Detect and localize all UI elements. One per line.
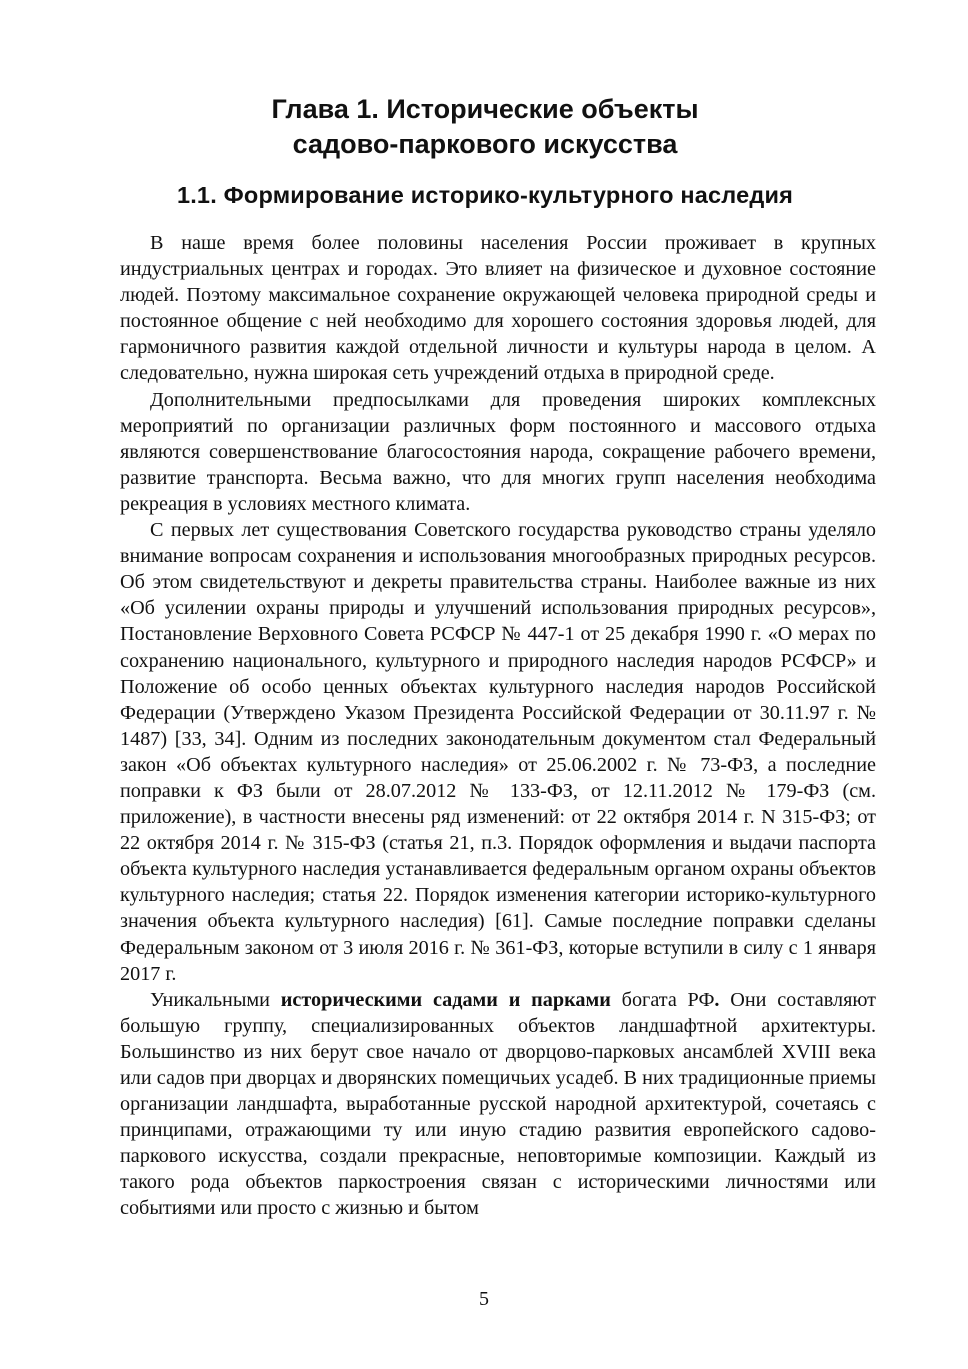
paragraph-4 [120,987,876,1222]
section-title: 1.1. Формирование историко-культурного наследия [176,182,794,208]
page-number: 5 [479,1288,489,1310]
paragraph-3: С первых лет существования Советского государства руководство страны уделяло внимание вопросам сохранения и использования многообразных природных ресурсов. Об этом свидетельствуют и декреты правительства страны. Наиболее важные из них «Об усилении охраны природы и улучшений использования природных ресурсов», Постановление Верховного Совета РСФСР № 447-1 от 25 декабря 1990 г. «О мерах по сохранению национального, культурного и природного наследия народов РСФСР» и Положение об особо ценных объектах культурного наследия народов Российской Федерации (Утверждено Указом Президента Российской Федерации от 30.11.97 г. № 1487) [33, 34]. Одним из последних законодательным документом стал Федеральный закон «Об объектах культурного наследия» от 25.06.2002 г. № 73-ФЗ, а последние поправки к ФЗ были от 28.07.2012 № 133-ФЗ, от 12.11.2012 № 179-ФЗ (см. приложение), в частности внесены ряд изменений: от 22 октября 2014 г. N 315-ФЗ; от 22 октября 2014 г. № 315-ФЗ (статья 21, п.3. Порядок оформления и выдачи паспорта объекта культурного наследия устанавливается федеральным органом охраны объектов культурного наследия; статья 22. Порядок изменения категории историко-культурного значения объекта культурного наследия) [61]. Самые последние поправки сделаны Федеральным законом от 3 июля 2016 г. № 361-ФЗ, которые вступили в силу с 1 января 2017 г. [120,519,876,985]
bold-dot: . [714,988,720,1011]
chapter-title [120,92,850,162]
bold-phrase: историческими садами и парками [280,988,611,1011]
chapter-title-line-1: Глава 1. Исторические объекты [271,94,699,124]
paragraph-4-lead: Уникальными [150,988,270,1011]
chapter-title-line-2: садово-паркового искусства [292,129,678,159]
paragraph-4-rest: Они составляют большую группу, специализированных объектов ландшафтной архитектуры. Большинство из них берут свое начало от дворцово-парковых ансамблей XVIII века или садов при дворцах и дворянских помещичьих усадеб. В них традиционные приемы организации ландшафта, выработанные русской народной архитектурой, сочетаясь с принципами, отражающими ту или иную стадию развития европейского садово-паркового искусства, создали прекрасные, неповторимые композиции. Каждый из такого рода объектов паркостроения связан с историческими личностями или событиями или просто с жизнью и бытом [120,988,877,1220]
paragraph-4-after-bold: богата РФ [621,988,715,1011]
paragraph-2: Дополнительными предпосылками для проведения широких комплексных мероприятий по организации различных форм постоянного и массового отдыха являются совершенствование благосостояния народа, сокращение рабочего времени, развитие транспорта. Весьма важно, что для многих групп населения необходима рекреация в условиях местного климата. [120,388,876,515]
body-text [120,230,876,1222]
paragraph-1: В наше время более половины населения России проживает в крупных индустриальных центрах и городах. Это влияет на физическое и духовное состояние людей. Поэтому максимальное сохранение окружающей человека природной среды и постоянное общение с ней необходимо для хорошего состояния здоровья людей, для гармоничного развития каждой отдельной личности и культуры народа в целом. А следовательно, нужна широкая сеть учреждений отдыха в природной среде. [120,232,876,385]
